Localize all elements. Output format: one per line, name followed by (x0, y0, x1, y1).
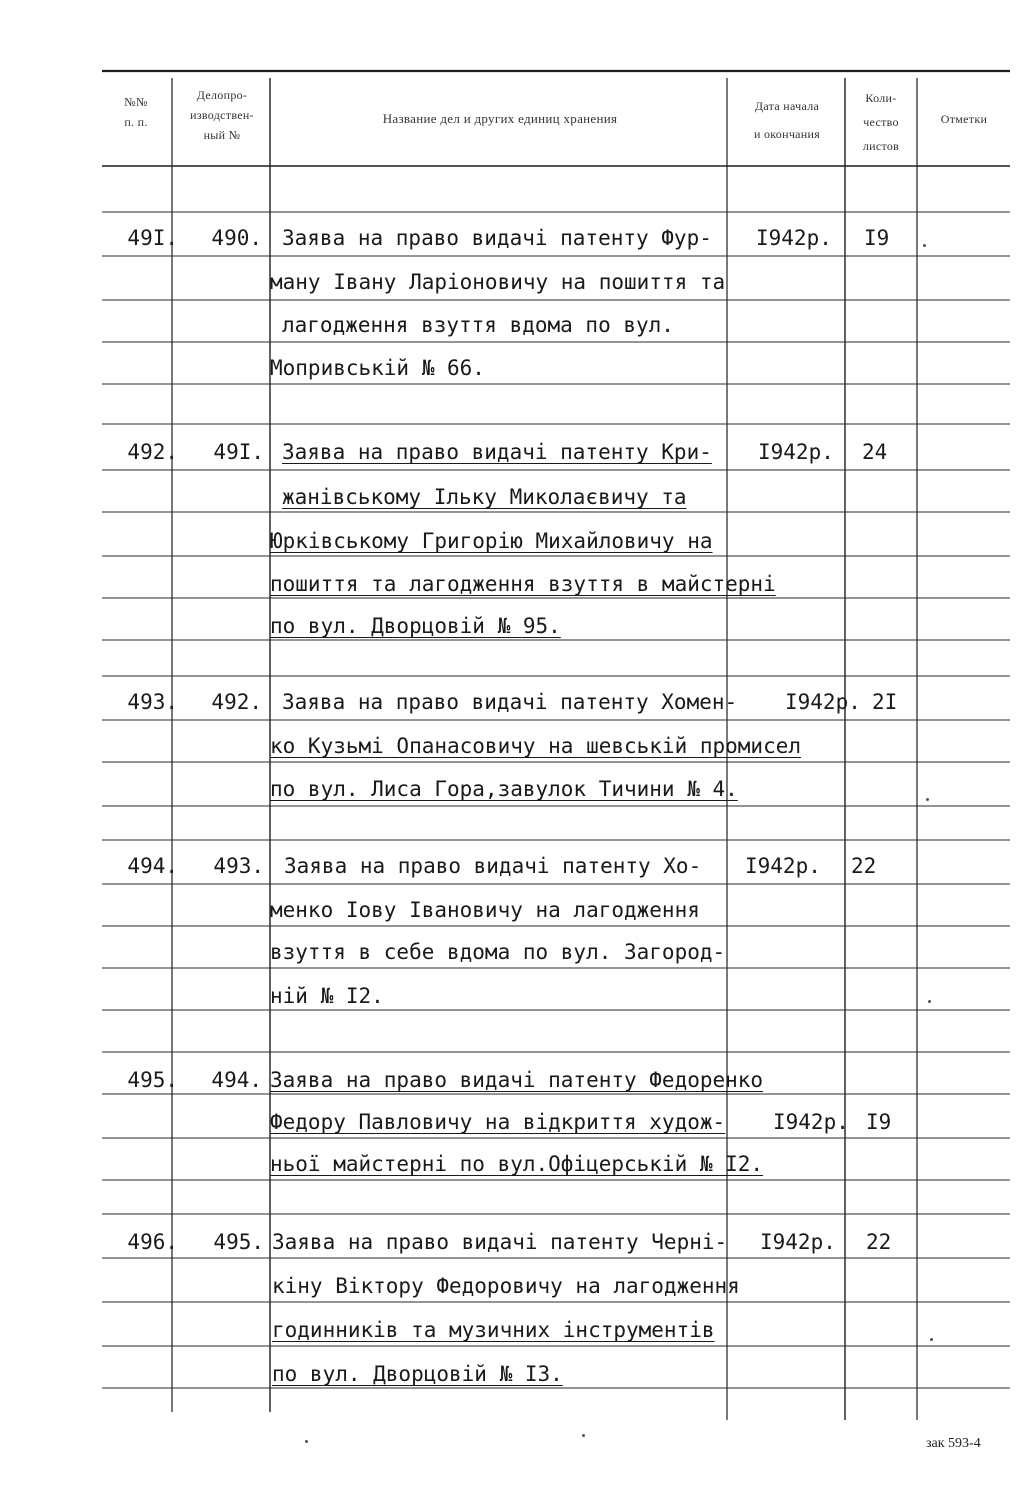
footer-order-mark: зак 593-4 (926, 1436, 981, 1451)
entry-title-line: ману Івану Ларіоновичу на пошиття та (270, 270, 726, 294)
entry-date: I942р. (773, 1110, 849, 1134)
entry-title-line: ньої майстерні по вул.Офіцерській № I2. (270, 1152, 764, 1176)
entry-title-line: по вул. Лиса Гора,завулок Тичини № 4. (270, 777, 738, 801)
entry-title-line: Юрківському Григорію Михайловичу на (270, 529, 713, 553)
entry-office-number: 492. (211, 690, 262, 714)
entry-date: I942р. (758, 440, 834, 464)
entry-title-line: кіну Віктору Федоровичу на лагодження (272, 1274, 740, 1298)
entry-title-line: менко Іову Івановичу на лагодження (270, 898, 700, 922)
header-notes: Отметки (940, 112, 988, 126)
entry-sheets: 22 (851, 854, 877, 878)
entry-title-line: пошиття та лагодження взуття в майстерні (270, 572, 776, 596)
entry-office-number: 494. (211, 1068, 262, 1092)
header-dates-line-1: Дата начала (754, 99, 820, 113)
entry-title-line: Федору Павловичу на відкриття худож- (270, 1110, 726, 1134)
entry-title-line: Заява на право видачі патенту Федоренко (270, 1068, 764, 1092)
entry-title-line: Мопривській № 66. (270, 356, 485, 380)
entry-number: 496. (127, 1230, 178, 1254)
scan-speck (930, 1338, 933, 1341)
header-sheet-count (847, 86, 915, 158)
scan-speck (305, 1440, 308, 1443)
entry-date: I942р. (745, 854, 821, 878)
entry-sheets: 2I (872, 690, 898, 714)
header-office-number (176, 85, 268, 145)
entry-number: 492. (127, 440, 178, 464)
header-office-line-3: ный № (203, 128, 241, 142)
entry-title-line: лагодження взуття вдома по вул. (282, 313, 674, 337)
header-office-line-1: Делопро- (196, 88, 248, 102)
entry-title-line: Заява на право видачі патенту Кри- (282, 440, 712, 464)
header-count-line-1: Коли- (865, 91, 897, 105)
scan-speck (928, 1000, 931, 1003)
header-office-line-2: изводствен- (190, 108, 254, 122)
entry-sheets: I9 (864, 226, 890, 250)
header-number-line-2: п. п. (124, 115, 148, 129)
scan-speck (923, 244, 926, 247)
header-number (103, 92, 169, 132)
entry-title-line: годинників та музичних інструментів (272, 1318, 715, 1342)
entry-date: I942р. (756, 226, 832, 250)
scan-speck (582, 1434, 585, 1437)
entry-office-number: 493. (213, 854, 264, 878)
header-count-line-3: листов (862, 139, 900, 153)
entry-title-line: взуття в себе вдома по вул. Загород- (270, 940, 726, 964)
entry-title-line: ній № I2. (270, 984, 384, 1008)
entry-sheets: 22 (866, 1230, 892, 1254)
entry-title-line: Заява на право видачі патенту Хо- (284, 854, 702, 878)
entry-title-line: по вул. Дворцовій № 95. (270, 614, 561, 638)
entry-date: I942р. (760, 1230, 836, 1254)
entry-office-number: 49I. (213, 440, 264, 464)
header-title: Название дел и других единиц хранения (382, 111, 618, 126)
header-number-line-1: №№ (124, 95, 148, 109)
entry-office-number: 490. (211, 226, 262, 250)
entry-title-line: ко Кузьмі Опанасовичу на шевській промисел (270, 734, 802, 758)
entry-number: 493. (127, 690, 178, 714)
entry-number: 49I. (127, 226, 178, 250)
entry-number: 494. (127, 854, 178, 878)
entry-office-number: 495. (213, 1230, 264, 1254)
header-dates-line-2: и окончания (753, 127, 821, 141)
entry-title-line: Заява на право видачі патенту Хомен- (282, 690, 738, 714)
entry-sheets: I9 (866, 1110, 892, 1134)
header-count-line-2: чество (863, 115, 899, 129)
scan-speck (926, 798, 929, 801)
entry-title-line: жанівському Ільку Миколаєвичу та (282, 485, 687, 509)
entry-date: I942р. (785, 690, 861, 714)
header-dates (730, 92, 844, 148)
entry-title-line: по вул. Дворцовій № I3. (272, 1362, 563, 1386)
entry-number: 495. (127, 1068, 178, 1092)
entry-title-line: Заява на право видачі патенту Фур- (282, 226, 712, 250)
entry-title-line: Заява на право видачі патенту Черні- (272, 1230, 728, 1254)
entry-sheets: 24 (862, 440, 888, 464)
